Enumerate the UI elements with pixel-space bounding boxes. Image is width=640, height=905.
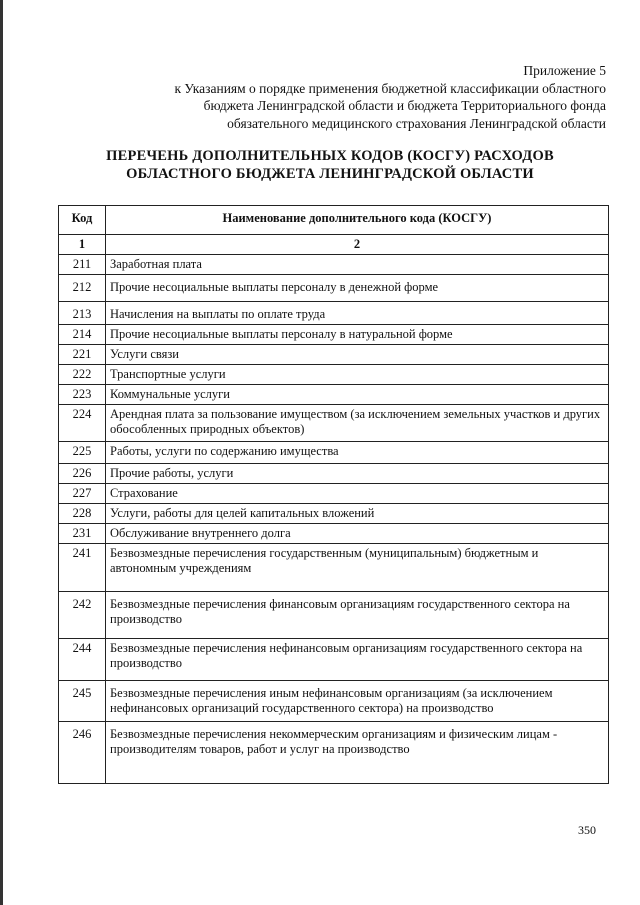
row-code: 223 (59, 385, 106, 405)
row-name: Безвозмездные перечисления некоммерческим организациям и физическим лицам - производителям товаров, работ и услуг на производство (106, 722, 609, 784)
row-name: Заработная плата (106, 255, 609, 275)
row-code: 231 (59, 524, 106, 544)
appendix-note (66, 62, 606, 132)
appendix-line-3: бюджета Ленинградской области и бюджета Территориального фонда (203, 98, 606, 113)
page-number: 350 (578, 823, 596, 837)
row-name: Безвозмездные перечисления финансовым организациям государственного сектора на производство (106, 592, 609, 639)
row-code: 242 (59, 592, 106, 639)
row-name: Обслуживание внутреннего долга (106, 524, 609, 544)
title-line-2: ОБЛАСТНОГО БЮДЖЕТА ЛЕНИНГРАДСКОЙ ОБЛАСТИ (126, 166, 534, 182)
table-row (59, 504, 609, 524)
table-row (59, 442, 609, 464)
row-name: Безвозмездные перечисления нефинансовым организациям государственного сектора на производство (106, 639, 609, 681)
row-name: Прочие несоциальные выплаты персоналу в натуральной форме (106, 325, 609, 345)
column-number-name: 2 (106, 235, 609, 255)
row-name: Прочие несоциальные выплаты персоналу в денежной форме (106, 275, 609, 302)
header-code: Код (59, 206, 106, 235)
table-row (59, 524, 609, 544)
table-row (59, 302, 609, 325)
kosgu-table (58, 205, 609, 784)
table-row (59, 722, 609, 784)
table-row (59, 681, 609, 722)
appendix-line-1: Приложение 5 (523, 63, 606, 78)
table-row (59, 365, 609, 385)
row-code: 226 (59, 464, 106, 484)
row-code: 222 (59, 365, 106, 385)
column-number-code: 1 (59, 235, 106, 255)
table-row (59, 275, 609, 302)
row-name: Услуги связи (106, 345, 609, 365)
document-title (60, 147, 600, 183)
table-row (59, 385, 609, 405)
appendix-line-2: к Указаниям о порядке применения бюджетной классификации областного (174, 80, 606, 96)
row-code: 241 (59, 544, 106, 592)
row-code: 228 (59, 504, 106, 524)
row-code: 227 (59, 484, 106, 504)
row-name: Безвозмездные перечисления иным нефинансовым организациям (за исключением нефинансовых организаций государственного сектора) на производство (106, 681, 609, 722)
header-name: Наименование дополнительного кода (КОСГУ) (106, 206, 609, 235)
row-code: 214 (59, 325, 106, 345)
table-row (59, 345, 609, 365)
row-name: Коммунальные услуги (106, 385, 609, 405)
row-name: Транспортные услуги (106, 365, 609, 385)
row-code: 246 (59, 722, 106, 784)
row-name: Арендная плата за пользование имуществом (за исключением земельных участков и других обособленных природных объектов) (106, 405, 609, 442)
row-name: Прочие работы, услуги (106, 464, 609, 484)
row-name: Безвозмездные перечисления государственным (муниципальным) бюджетным и автономным учреждениям (106, 544, 609, 592)
row-code: 244 (59, 639, 106, 681)
column-number-row (59, 235, 609, 255)
title-line-1: ПЕРЕЧЕНЬ ДОПОЛНИТЕЛЬНЫХ КОДОВ (КОСГУ) РАСХОДОВ (106, 148, 554, 164)
table-header-row (59, 206, 609, 235)
table-row (59, 484, 609, 504)
row-code: 221 (59, 345, 106, 365)
row-name: Страхование (106, 484, 609, 504)
row-name: Начисления на выплаты по оплате труда (106, 302, 609, 325)
row-name: Услуги, работы для целей капитальных вложений (106, 504, 609, 524)
table-row (59, 592, 609, 639)
row-code: 245 (59, 681, 106, 722)
row-name: Работы, услуги по содержанию имущества (106, 442, 609, 464)
row-code: 213 (59, 302, 106, 325)
table-row (59, 464, 609, 484)
table-row (59, 544, 609, 592)
table-row (59, 405, 609, 442)
row-code: 212 (59, 275, 106, 302)
row-code: 225 (59, 442, 106, 464)
table-row (59, 255, 609, 275)
row-code: 211 (59, 255, 106, 275)
table-row (59, 639, 609, 681)
row-code: 224 (59, 405, 106, 442)
appendix-line-4: обязательного медицинского страхования Ленинградской области (227, 115, 606, 131)
page-edge (0, 0, 3, 905)
table-row (59, 325, 609, 345)
